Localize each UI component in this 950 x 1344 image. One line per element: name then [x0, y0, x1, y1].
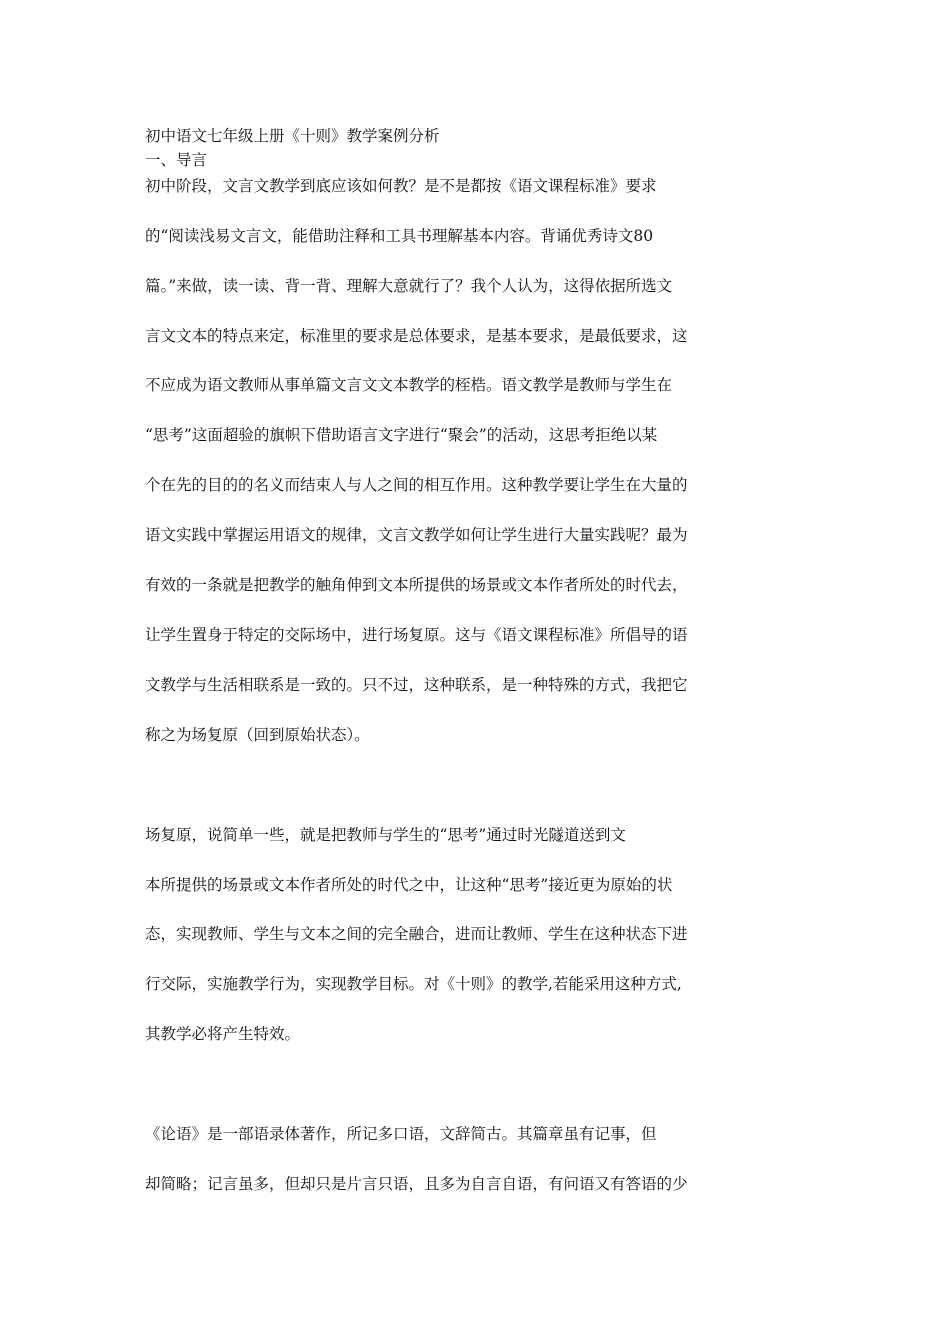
text-line: 初中阶段，文言文教学到底应该如何教？是不是都按《语文课程标准》要求 [145, 177, 657, 195]
text-line: 言文文本的特点来定，标准里的要求是总体要求，是基本要求，是最低要求，这 [145, 327, 688, 345]
text-line: “思考”这面超验的旗帜下借助语言文字进行“聚会”的活动，这思考拒绝以某 [145, 426, 658, 444]
text-line: 篇。”来做，读一读、背一背、理解大意就行了？我个人认为，这得依据所选文 [145, 277, 673, 295]
text-line: 让学生置身于特定的交际场中，进行场复原。这与《语文课程标准》所倡导的语 [145, 626, 688, 644]
section-heading: 一、导言 [145, 151, 208, 169]
text-line: 的“阅读浅易文言文，能借助注释和工具书理解基本内容。背诵优秀诗文80 [145, 227, 654, 245]
text-line: 有效的一条就是把教学的触角伸到文本所提供的场景或文本作者所处的时代去， [145, 576, 688, 594]
text-line: 《论语》是一部语录体著作，所记多口语，文辞简古。其篇章虽有记事，但 [145, 1125, 657, 1143]
text-line: 却简略；记言虽多，但却只是片言只语，且多为自言自语，有问语又有答语的少 [145, 1175, 688, 1193]
text-line: 其教学必将产生特效。 [145, 1025, 301, 1043]
text-line: 行交际，实施教学行为，实现教学目标。对《十则》的教学,若能采用这种方式, [145, 975, 682, 993]
document-title: 初中语文七年级上册《十则》教学案例分析 [145, 127, 440, 145]
text-line: 态，实现教师、学生与文本之间的完全融合，进而让教师、学生在这种状态下进 [145, 925, 688, 943]
text-line: 场复原，说简单一些，就是把教师与学生的“思考”通过时光隧道送到文 [145, 826, 626, 844]
text-line: 语文实践中掌握运用语文的规律，文言文教学如何让学生进行大量实践呢？最为 [145, 526, 688, 544]
text-line: 本所提供的场景或文本作者所处的时代之中，让这种“思考”接近更为原始的状 [145, 876, 673, 894]
text-line: 个在先的目的的名义而结束人与人之间的相互作用。这种教学要让学生在大量的 [145, 476, 688, 494]
text-line: 文教学与生活相联系是一致的。只不过，这种联系，是一种特殊的方式，我把它 [145, 676, 688, 694]
text-line: 不应成为语文教师从事单篇文言文文本教学的桎梏。语文教学是教师与学生在 [145, 376, 673, 394]
text-line: 称之为场复原（回到原始状态）。 [145, 726, 370, 744]
